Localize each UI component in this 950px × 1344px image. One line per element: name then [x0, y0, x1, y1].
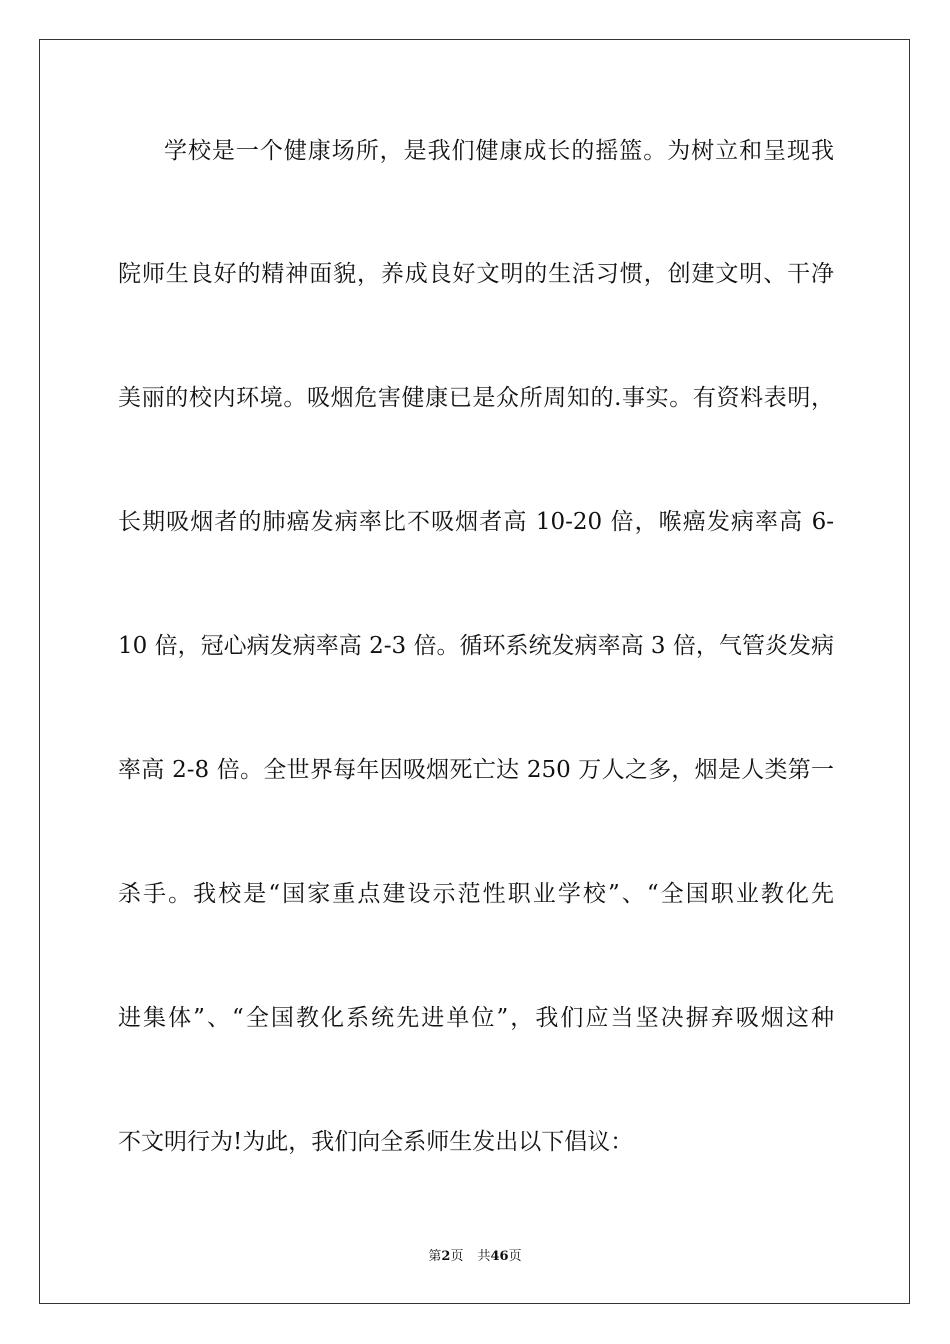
paragraph-line-9: 不文明行为!为此，我们向全系师生发出以下倡议： — [118, 1129, 634, 1155]
paragraph-line-6: 率高 2-8 倍。全世界每年因吸烟死亡达 250 万人之多，烟是人类第一 — [118, 757, 834, 783]
footer-total-pages: 46 — [490, 1249, 509, 1264]
paragraph-line-3: 美丽的校内环境。吸烟危害健康已是众所周知的.事实。有资料表明， — [118, 385, 834, 411]
page-frame — [39, 39, 910, 1304]
page-footer — [0, 1246, 950, 1268]
footer-page-suffix: 页 — [450, 1249, 464, 1264]
paragraph-line-7: 杀手。我校是“国家重点建设示范性职业学校”、“全国职业教化先 — [118, 881, 834, 907]
footer-total-suffix: 页 — [508, 1249, 522, 1264]
paragraph-line-5: 10 倍，冠心病发病率高 2-3 倍。循环系统发病率高 3 倍，气管炎发病 — [118, 633, 834, 659]
footer-page-prefix: 第 — [428, 1249, 442, 1264]
footer-total-prefix: 共 — [477, 1249, 491, 1264]
paragraph-line-2: 院师生良好的精神面貌，养成良好文明的生活习惯，创建文明、干净 — [118, 261, 834, 287]
paragraph-line-8: 进集体”、“全国教化系统先进单位”，我们应当坚决摒弃吸烟这种 — [118, 1005, 834, 1031]
paragraph-line-4: 长期吸烟者的肺癌发病率比不吸烟者高 10-20 倍，喉癌发病率高 6- — [118, 509, 834, 535]
footer-page-number: 2 — [441, 1249, 451, 1264]
paragraph-line-1: 学校是一个健康场所，是我们健康成长的摇篮。为树立和呈现我 — [164, 138, 834, 164]
